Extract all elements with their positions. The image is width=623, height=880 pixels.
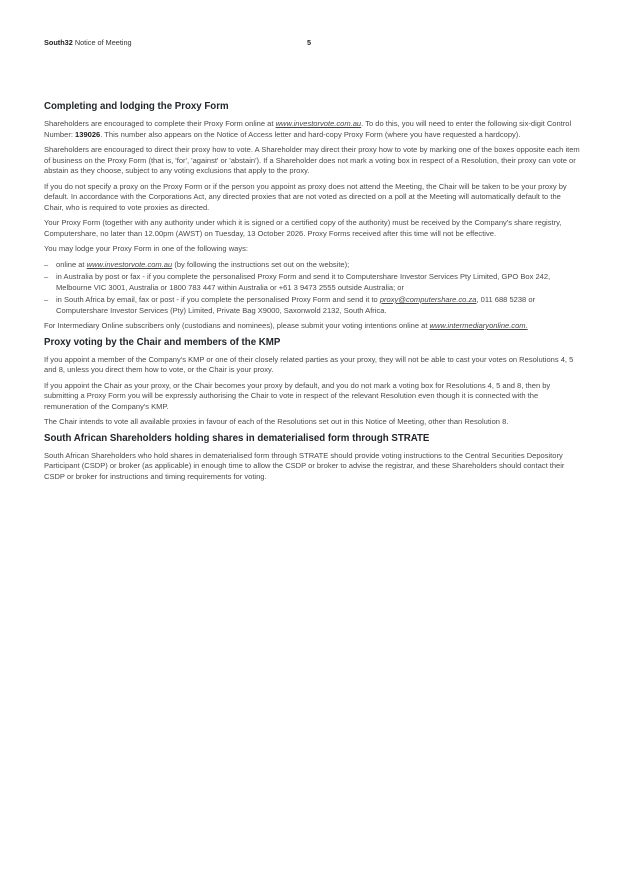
document-title: Notice of Meeting [72,38,132,47]
section-heading: South African Shareholders holding shares in dematerialised form through STRATE [44,432,430,444]
intermediaryonline-link[interactable]: www.intermediaryonline.com. [429,321,528,330]
text-run: . To do this, you will need to enter the following six-digit Control Number: [44,119,572,139]
header-title [44,38,132,47]
paragraph: If you appoint the Chair as your proxy, or the Chair becomes your proxy by default, and you do not mark a voting box for Resolutions 4, 5 and 8, then by submitting a Proxy Form you will be expressly authorising the Chair to vote in respect of the relevant Resolution even though it is connected with the remuneration of the Company's KMP. [44,380,551,411]
investorvote-link[interactable]: www.investorvote.com.au [275,119,362,128]
proxy-email-link[interactable]: proxy@computershare.co.za [379,295,477,304]
paragraph: South African Shareholders who hold shares in dematerialised form through STRATE should provide voting instructions to the Central Securities Depository Participant (CSDP) or broker (as applicable) in enough time to allow the CSDP or broker to advise the registrar, and these Shareholders should contact their CSDP or broker for instructions and timing requirements for voting. [44,450,565,481]
section-south-african-shareholders [44,433,581,483]
lodging-methods-list [44,260,581,317]
page-content [44,101,581,487]
text-run: Shareholders are encouraged to complete their Proxy Form online at [44,119,276,128]
text-run: , 011 688 5238 or Computershare Investor Services (Pty) Limited, Private Bag X9000, Saxonwold 2132, South Africa. [56,295,536,315]
section-heading: Proxy voting by the Chair and members of the KMP [44,336,281,348]
paragraph: The Chair intends to vote all available proxies in favour of each of the Resolutions set out in this Notice of Meeting, other than Resolution 8. [44,417,509,426]
paragraph: You may lodge your Proxy Form in one of the following ways: [44,244,249,253]
page-number: 5 [307,38,312,47]
section-completing-proxy-form [44,101,581,332]
text-run: online at [56,259,87,269]
paragraph [44,119,581,140]
section-chair-kmp-voting [44,337,581,428]
list-item [44,295,581,316]
control-number: 139026 [75,129,101,139]
paragraph: Your Proxy Form (together with any authority under which it is signed or a certified copy of the authority) must be received by the Company's share registry, Computershare, no later than 12.00pm (AWST) on Tuesday, 13 October 2026. Proxy Forms received after this time will not be effective. [44,218,562,238]
paragraph [44,321,581,332]
section-heading: Completing and lodging the Proxy Form [44,101,229,112]
paragraph: Shareholders are encouraged to direct their proxy how to vote. A Shareholder may direct their proxy how to vote by marking one of the boxes opposite each item of business on the Proxy Form (that is, 'for', 'against' or 'abstain'). If a Shareholder does not mark a voting box in respect of a Resolution, their proxy can vote or abstain as they choose, subject to any voting exclusions that apply to the proxy. [44,145,580,175]
text-run: in South Africa by email, fax or post - if you complete the personalised Proxy Form and send it to [56,295,380,304]
list-item [44,260,581,271]
brand-name: South32 [44,38,73,47]
list-item: – in Australia by post or fax - if you complete the personalised Proxy Form and send it to Computershare Investor Services Pty Limited, GPO Box 242, Melbourne VIC 3001, Australia or 1800 783 447 within Australia or +61 3 9473 2555 outside Australia; or [44,272,581,293]
text-run: (by following the instructions set out on the website); [172,259,350,269]
text-run: For Intermediary Online subscribers only (custodians and nominees), please submit your voting intentions online at [44,321,430,330]
page-header [44,38,579,50]
paragraph: If you do not specify a proxy on the Proxy Form or if the person you appoint as proxy does not attend the Meeting, the Chair will be taken to be your proxy by default. In accordance with the Corporations Act, any directed proxies that are not voted as directed on a poll at the Meeting will automatically default to the Chair, who is required to vote proxies as directed. [44,181,567,212]
text-run: . This number also appears on the Notice of Access letter and hard-copy Proxy Form (where you have requested a hardcopy). [100,129,521,139]
investorvote-link[interactable]: www.investorvote.com.au [86,259,173,269]
paragraph: If you appoint a member of the Company's KMP or one of their closely related parties as your proxy, they will not be able to cast your votes on Resolutions 4, 5 and 8, unless you direct them how to vote, or the Chair is your proxy. [44,354,574,374]
